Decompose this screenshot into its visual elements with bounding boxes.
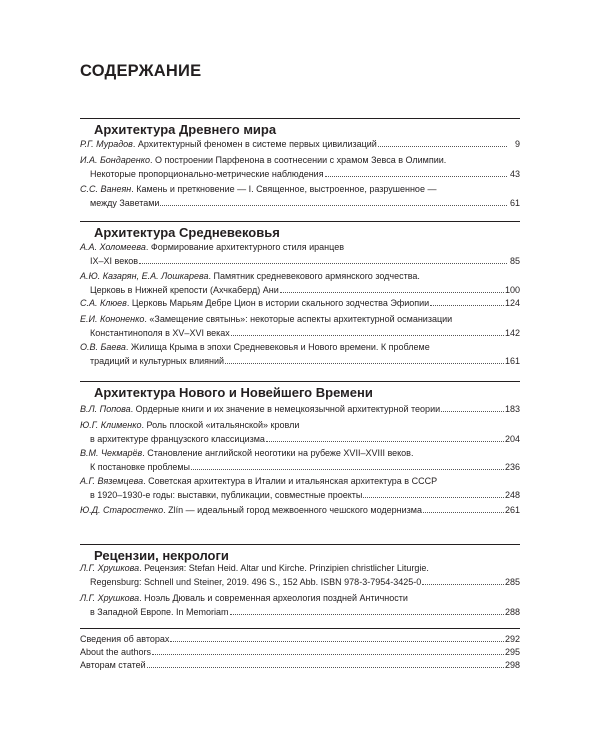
section-header	[80, 381, 520, 400]
entry-page: 204	[504, 434, 520, 444]
leader-dots	[325, 167, 507, 177]
entry-text: в 1920–1930-е годы: выставки, публикации, совместные проекты	[90, 490, 363, 500]
toc-entry[interactable]	[80, 313, 520, 339]
entry-text: . Советская архитектура в Италии и итальянская архитектура в СССР	[143, 476, 438, 486]
entry-text: . Жилища Крыма в эпохи Средневековья и Нового времени. К проблеме	[125, 342, 430, 352]
toc-entry[interactable]	[80, 592, 520, 618]
toc-entry[interactable]	[80, 241, 520, 267]
toc-entry[interactable]	[80, 137, 520, 150]
entry-author: С.А. Клюев	[80, 298, 127, 308]
entry-page: 124	[504, 298, 520, 308]
toc-entry[interactable]	[80, 341, 520, 367]
back-matter-item[interactable]	[80, 632, 520, 645]
entry-author: С.С. Ванеян	[80, 184, 132, 194]
section-title: Рецензии, некрологи	[94, 548, 229, 563]
entry-author: Р.Г. Мурадов	[80, 139, 133, 149]
entry-text: между Заветами	[90, 198, 160, 208]
entry-text: в архитектуре французского классицизма	[90, 434, 265, 444]
entry-page: 142	[504, 328, 520, 338]
entry-text: . Рецензия: Stefan Heid. Altar und Kirche. Prinzipien christlicher Liturgie.	[139, 563, 429, 573]
entry-page: 85	[509, 256, 520, 266]
entry-text: . О построении Парфенона в соотнесении с храмом Зевса в Олимпии.	[149, 155, 447, 165]
entry-text: Regensburg: Schnell und Steiner, 2019. 496 S., 152 Abb. ISBN 978-3-7954-3425-0	[90, 577, 422, 587]
entry-author: И.А. Бондаренко	[80, 155, 150, 165]
toc-entry[interactable]	[80, 270, 520, 296]
leader-dots	[152, 645, 504, 655]
toc-entry[interactable]	[80, 183, 520, 209]
leader-dots	[230, 605, 504, 615]
toc-entry[interactable]	[80, 447, 520, 473]
toc-entry[interactable]	[80, 503, 520, 516]
back-matter-text: Авторам статей	[80, 660, 146, 670]
leader-dots	[266, 432, 504, 442]
entry-text: . Архитектурный феномен в системе первых цивилизаций	[132, 139, 377, 149]
entry-text: в Западной Европе. In Memoriam	[90, 607, 229, 617]
leader-dots	[378, 137, 507, 147]
entry-text: . «Замещение святынь»: некоторые аспекты архитектурной османизации	[144, 314, 453, 324]
leader-dots	[363, 488, 504, 498]
section-title: Архитектура Средневековья	[94, 225, 280, 240]
entry-text: . Формирование архитектурного стиля иранцев	[145, 242, 344, 252]
entry-text: . Памятник средневекового армянского зодчества.	[208, 271, 420, 281]
leader-dots	[441, 402, 504, 412]
entry-author: Ю.Г. Клименко	[80, 420, 142, 430]
leader-dots	[423, 503, 504, 513]
page-title: СОДЕРЖАНИЕ	[80, 62, 202, 80]
back-matter-item[interactable]	[80, 645, 520, 658]
entry-page: 100	[504, 285, 520, 295]
back-matter-text: Сведения об авторах	[80, 634, 170, 644]
leader-dots	[191, 460, 504, 470]
back-matter-page: 298	[504, 660, 520, 670]
entry-author: Л.Г. Хрушкова	[80, 593, 140, 603]
toc-entry[interactable]	[80, 562, 520, 588]
entry-text: . Камень и преткновение — I. Священное, выстроенное, разрушенное —	[131, 184, 437, 194]
entry-text: . Ордерные книги и их значение в немецкоязычной архитектурной теории	[130, 404, 441, 414]
leader-dots	[225, 354, 504, 364]
entry-author: Е.И. Кононенко	[80, 314, 145, 324]
toc-entry[interactable]	[80, 475, 520, 501]
entry-text: . Ноэль Дюваль и современная археология поздней Античности	[139, 593, 408, 603]
entry-page: 161	[504, 356, 520, 366]
entry-author: В.Л. Попова	[80, 404, 131, 414]
entry-text: традиций и культурных влияний	[90, 356, 225, 366]
entry-page: 288	[504, 607, 520, 617]
entry-author: А.Ю. Казарян, Е.А. Лошкарева	[80, 271, 209, 281]
entry-text: Константинополя в XV–XVI веках	[90, 328, 230, 338]
entry-text: . Роль плоской «итальянской» кровли	[141, 420, 300, 430]
entry-page: 248	[504, 490, 520, 500]
back-matter-page: 295	[504, 647, 520, 657]
toc-entry[interactable]	[80, 154, 520, 180]
entry-page: 183	[504, 404, 520, 414]
section-header	[80, 118, 520, 137]
entry-author: А.Г. Вяземцева	[80, 476, 144, 486]
entry-page: 285	[504, 577, 520, 587]
leader-dots	[147, 658, 504, 668]
entry-text: Некоторые пропорционально-метрические наблюдения	[90, 169, 324, 179]
leader-dots	[280, 283, 504, 293]
leader-dots	[160, 196, 507, 206]
section-title: Архитектура Древнего мира	[94, 122, 277, 137]
leader-dots	[139, 254, 507, 264]
entry-page: 236	[504, 462, 520, 472]
entry-text: IX–XI веков	[90, 256, 139, 266]
entry-author: О.В. Баева	[80, 342, 126, 352]
entry-text: Церковь в Нижней крепости (Ахчкаберд) Ани	[90, 285, 279, 295]
entry-text: . Церковь Марьям Дебре Цион в истории скального зодчества Эфиопии	[126, 298, 430, 308]
section-title: Архитектура Нового и Новейшего Времени	[94, 385, 373, 400]
entry-page: 261	[504, 505, 520, 515]
entry-page: 61	[509, 198, 520, 208]
entry-page: 43	[509, 169, 520, 179]
back-matter-text: About the authors	[80, 647, 152, 657]
entry-author: Ю.Д. Старостенко	[80, 505, 164, 515]
leader-dots	[422, 575, 504, 585]
toc-entry[interactable]	[80, 419, 520, 445]
leader-dots	[430, 296, 504, 306]
entry-author: А.А. Холомеева	[80, 242, 146, 252]
toc-entry[interactable]	[80, 296, 520, 309]
back-matter-page: 292	[504, 634, 520, 644]
entry-author: В.М. Чекмарёв	[80, 448, 143, 458]
entry-text: . Становление английской неоготики на рубеже XVII–XVIII веков.	[142, 448, 414, 458]
entry-text: К постановке проблемы	[90, 462, 190, 472]
entry-author: Л.Г. Хрушкова	[80, 563, 140, 573]
leader-dots	[231, 326, 504, 336]
divider	[80, 628, 520, 629]
leader-dots	[170, 632, 504, 642]
entry-page: 9	[514, 139, 520, 149]
entry-text: . Zlín — идеальный город межвоенного чешского модернизма	[163, 505, 422, 515]
toc-entry[interactable]	[80, 402, 520, 415]
section-header	[80, 544, 520, 563]
section-header	[80, 221, 520, 240]
back-matter-item[interactable]	[80, 658, 520, 671]
